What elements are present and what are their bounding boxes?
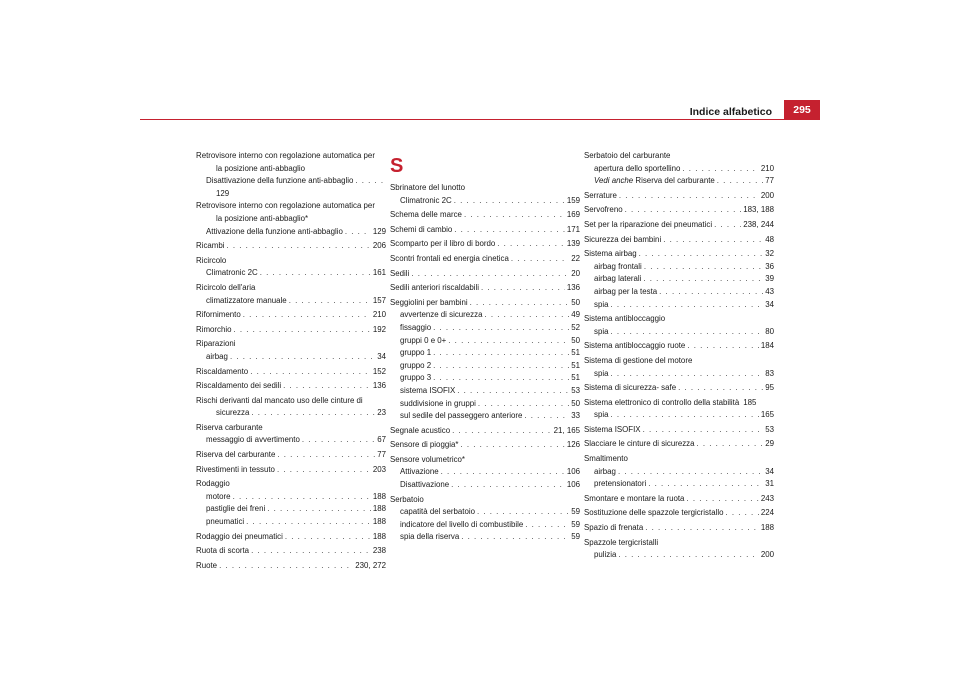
index-subentry: Attivazione . . . 106 — [390, 466, 580, 479]
index-subentry: pastiglie dei freni . . . 188 — [196, 503, 386, 516]
index-page-ref: 129 — [216, 188, 230, 198]
index-entry: Sicurezza dei bambini . . . 48 — [584, 234, 774, 247]
index-entry: Sistema elettronico di controllo della stabilità 185 — [584, 397, 757, 407]
index-subentry: avvertenze di sicurezza . . . 49 — [390, 309, 580, 322]
index-entry: Servofreno . . . 183, 188 — [584, 204, 774, 217]
page-number-badge: 295 — [784, 100, 820, 120]
index-subentry: airbag frontali . . . 36 — [584, 261, 774, 274]
index-entry: Rodaggio dei pneumatici . . . 188 — [196, 531, 386, 544]
index-entry: Sistema antibloccaggio — [584, 314, 666, 324]
index-entry: Sistema di sicurezza- safe . . . 95 — [584, 382, 774, 395]
index-entry: Scomparto per il libro di bordo . . . 139 — [390, 238, 580, 251]
index-entry: Serrature . . . 200 — [584, 190, 774, 203]
see-also-label: Vedi anche — [594, 176, 634, 186]
index-subentry: pulizia . . . 200 — [584, 549, 774, 562]
index-subentry: spia . . . 83 — [584, 368, 774, 381]
index-entry: Sistema airbag . . . 32 — [584, 248, 774, 261]
index-entry: Rimorchio . . . 192 — [196, 324, 386, 337]
index-subentry: gruppi 0 e 0+ . . . 50 — [390, 335, 580, 348]
index-column-3 — [584, 150, 774, 562]
index-subentry: fissaggio . . . 52 — [390, 322, 580, 335]
index-subentry: Disattivazione . . . 106 — [390, 479, 580, 492]
index-subentry: gruppo 3 . . . 51 — [390, 372, 580, 385]
index-entry: Sistema antibloccaggio ruote . . . 184 — [584, 340, 774, 353]
header-title: Indice alfabetico — [689, 106, 772, 118]
index-subentry: Climatronic 2C . . . 161 — [196, 267, 386, 280]
index-entry: Sostituzione delle spazzole tergicristallo . . . 224 — [584, 507, 774, 520]
index-entry: Serbatoio — [390, 494, 424, 504]
index-subentry: pretensionatori . . . 31 — [584, 478, 774, 491]
index-entry: Sistema ISOFIX . . . 53 — [584, 424, 774, 437]
index-subentry: gruppo 2 . . . 51 — [390, 360, 580, 373]
index-subentry: spia . . . 80 — [584, 326, 774, 339]
index-entry: Riscaldamento . . . 152 — [196, 366, 386, 379]
index-entry: Smontare e montare la ruota . . . 243 — [584, 493, 774, 506]
index-subentry: airbag . . . 34 — [584, 466, 774, 479]
index-subentry: sistema ISOFIX . . . 53 — [390, 385, 580, 398]
header-divider — [140, 119, 820, 120]
index-subentry: airbag per la testa . . . 43 — [584, 286, 774, 299]
index-entry: Rischi derivanti dal mancato uso delle cinture di — [196, 395, 363, 405]
index-subentry: Climatronic 2C . . . 159 — [390, 195, 580, 208]
index-entry: Riserva carburante — [196, 422, 263, 432]
index-entry: Sistema di gestione del motore — [584, 355, 693, 365]
index-entry: Segnale acustico . . . 21, 165 — [390, 425, 580, 438]
index-subentry: suddivisione in gruppi . . . 50 — [390, 398, 580, 411]
index-subentry: airbag laterali . . . 39 — [584, 273, 774, 286]
index-subentry: airbag . . . 34 — [196, 351, 386, 364]
index-entry: Spazio di frenata . . . 188 — [584, 522, 774, 535]
index-subentry: spia della riserva . . . 59 — [390, 531, 580, 544]
section-letter: S — [390, 155, 404, 177]
index-column-1 — [196, 150, 386, 572]
index-entry: Riparazioni — [196, 339, 236, 349]
index-entry: Retrovisore interno con regolazione automatica per — [196, 201, 375, 211]
index-entry: Sedili anteriori riscaldabili . . . 136 — [390, 282, 580, 295]
index-subentry: Disattivazione della funzione anti-abbaglio . . . — [196, 175, 386, 188]
index-entry: Sbrinatore del lunotto — [390, 183, 466, 192]
index-entry: Riserva del carburante . . . 77 — [196, 449, 386, 462]
index-entry: Schema delle marce . . . 169 — [390, 209, 580, 222]
index-entry: Sensore volumetrico* — [390, 454, 465, 464]
index-column-2 — [390, 150, 580, 544]
index-entry: Ruote . . . 230, 272 — [196, 560, 386, 573]
index-entry: Slacciare le cinture di sicurezza . . . 29 — [584, 438, 774, 451]
index-subentry: sul sedile del passeggero anteriore . . . 33 — [390, 410, 580, 423]
index-entry: Riscaldamento dei sedili . . . 136 — [196, 380, 386, 393]
index-entry: Ruota di scorta . . . 238 — [196, 545, 386, 558]
index-entry: Ricambi . . . 206 — [196, 240, 386, 253]
index-subentry: Vedi anche Riserva del carburante . . . 77 — [584, 175, 774, 188]
index-entry-continuation: la posizione anti-abbaglio — [216, 163, 306, 173]
index-entry: Rivestimenti in tessuto . . . 203 — [196, 464, 386, 477]
index-entry: Seggiolini per bambini . . . 50 — [390, 297, 580, 310]
index-entry: Set per la riparazione dei pneumatici . . . 238, 244 — [584, 219, 774, 232]
index-entry: Ricircolo dell'aria — [196, 282, 256, 292]
index-entry: Spazzole tergicristalli — [584, 537, 659, 547]
index-entry: Ricircolo — [196, 255, 227, 265]
index-subentry: messaggio di avvertimento . . . 67 — [196, 434, 386, 447]
index-subentry: indicatore del livello di combustibile . . . 59 — [390, 519, 580, 532]
index-subentry: apertura dello sportellino . . . 210 — [584, 163, 774, 176]
index-entry: Smaltimento — [584, 454, 628, 464]
index-entry: Sensore di pioggia* . . . 126 — [390, 439, 580, 452]
index-subentry: climatizzatore manuale . . . 157 — [196, 295, 386, 308]
index-entry-continuation: la posizione anti-abbaglio* — [216, 213, 309, 223]
index-entry: Serbatoio del carburante — [584, 151, 671, 160]
index-subentry: capatità del serbatoio . . . 59 — [390, 506, 580, 519]
index-entry: Schemi di cambio . . . 171 — [390, 224, 580, 237]
index-entry: Scontri frontali ed energia cinetica . . . 22 — [390, 253, 580, 266]
index-subentry: pneumatici . . . 188 — [196, 516, 386, 529]
index-entry: Sedili . . . 20 — [390, 268, 580, 281]
index-subentry: spia . . . 165 — [584, 409, 774, 422]
index-entry: Retrovisore interno con regolazione automatica per — [196, 151, 375, 160]
index-subentry: spia . . . 34 — [584, 299, 774, 312]
index-entry: Rifornimento . . . 210 — [196, 309, 386, 322]
index-entry: Rodaggio — [196, 479, 230, 489]
index-subentry: gruppo 1 . . . 51 — [390, 347, 580, 360]
index-subentry: Attivazione della funzione anti-abbaglio . . . 129 — [196, 226, 386, 239]
index-entry-continuation: sicurezza . . . 23 — [196, 407, 386, 420]
index-subentry: motore . . . 188 — [196, 491, 386, 504]
